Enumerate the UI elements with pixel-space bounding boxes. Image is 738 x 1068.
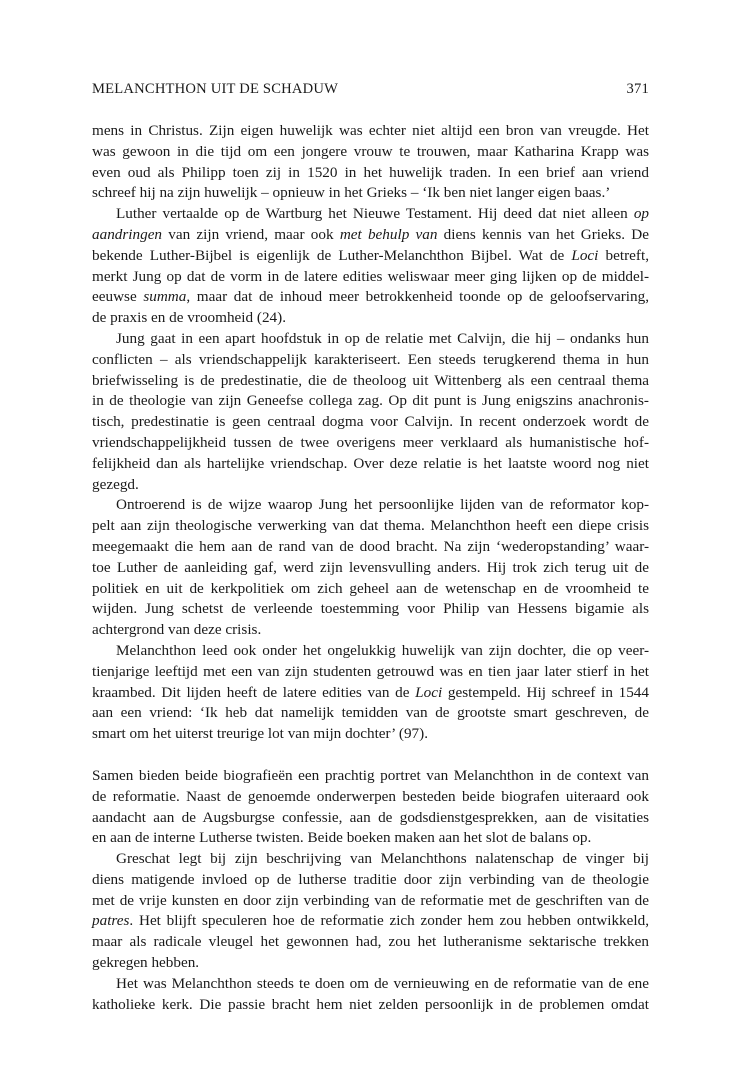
text-run: gezegd.	[92, 475, 139, 493]
text-run: politiek en uit de kerkpolitiek om zich geheel aan de wetenschap en de vroomheid te	[92, 579, 649, 597]
text-line	[92, 287, 649, 308]
text-run: , maar dat de inhoud meer betrokkenheid toonde op de geloofservaring,	[186, 288, 649, 306]
running-head: MELANCHTHON UIT DE SCHADUW	[92, 81, 339, 97]
text-line	[92, 828, 649, 849]
text-run: diens matigende invloed op de lutherse traditie door zijn verbinding van de theologie	[92, 870, 649, 888]
page-number: 371	[626, 81, 649, 97]
text-run: conflicten – als vriendschappelijk karakteriseert. Een steeds terugkerend thema in hun	[92, 350, 649, 368]
text-line	[92, 662, 649, 683]
text-line	[92, 371, 649, 392]
text-run: Melanchthon leed ook onder het ongelukkig huwelijk van zijn dochter, die op veer-	[116, 641, 649, 659]
text-line	[92, 183, 649, 204]
text-run: . Het blijft speculeren hoe de reformatie zich zonder hem zou hebben ontwikkeld,	[129, 912, 649, 930]
paragraph	[92, 849, 649, 974]
text-line	[92, 683, 649, 704]
text-run: diens kennis van het Grieks. De	[437, 225, 649, 243]
text-line	[92, 932, 649, 953]
text-run: bekende Luther-Bijbel is eigenlijk de Luther-Melanchthon Bijbel. Wat de	[92, 246, 572, 264]
text-run: felijkheid dan als hartelijke vriendschap. Over deze relatie is het laatste woord nog niet	[92, 454, 649, 472]
text-line	[92, 995, 649, 1016]
text-line	[92, 620, 649, 641]
body-text	[92, 121, 649, 1015]
text-line	[92, 703, 649, 724]
text-line	[92, 599, 649, 620]
text-line	[92, 142, 649, 163]
italic-text: summa	[143, 288, 187, 306]
text-run: wijden. Jung schetst de verleende toestemming voor Philip van Hessens bigamie als	[92, 600, 649, 618]
italic-text: Loci	[571, 246, 599, 264]
italic-text: aandringen	[92, 225, 163, 243]
section-gap	[92, 745, 649, 766]
text-run: merkt Jung op dat de vorm in de latere edities weliswaar meer ging lijken op de middel-	[92, 267, 649, 285]
text-line	[92, 308, 649, 329]
text-line	[92, 121, 649, 142]
text-line	[92, 267, 649, 288]
text-line	[92, 412, 649, 433]
text-line	[92, 495, 649, 516]
text-run: Jung gaat in een apart hoofdstuk in op de relatie met Calvijn, die hij – ondanks hun	[116, 329, 649, 347]
text-line	[92, 329, 649, 350]
paragraph	[92, 974, 649, 1016]
text-run: met de vrije kunsten en door zijn verbinding van de reformatie met de geschriften van de	[92, 891, 649, 909]
text-line	[92, 246, 649, 267]
paragraph	[92, 329, 649, 495]
text-run: achtergrond van deze crisis.	[92, 621, 262, 639]
text-line	[92, 537, 649, 558]
text-run: Het was Melanchthon steeds te doen om de vernieuwing en de reformatie van de ene	[116, 974, 649, 992]
italic-text: patres	[92, 912, 130, 930]
text-run: in de theologie van zijn Geneefse collega zag. Op dit punt is Jung enigszins anachronis-	[92, 392, 649, 410]
text-run: aandacht aan de Augsburgse confessie, aan de godsdienstgesprekken, aan de visitaties	[92, 808, 649, 826]
text-run: was gewoon in die tijd om een jongere vrouw te trouwen, maar Katharina Krapp was	[92, 142, 649, 160]
text-run: tienjarige leeftijd met een van zijn studenten getrouwd was en tien jaar later stierf in het	[92, 662, 649, 680]
text-line	[92, 558, 649, 579]
text-line	[92, 787, 649, 808]
text-run: Greschat legt bij zijn beschrijving van Melanchthons nalatenschap de vinger bij	[116, 850, 649, 868]
text-line	[92, 391, 649, 412]
italic-text: op	[633, 205, 649, 223]
text-line	[92, 724, 649, 745]
text-line	[92, 953, 649, 974]
text-run: kraambed. Dit lijden heeft de latere edities van de	[92, 683, 416, 701]
text-line	[92, 204, 649, 225]
text-line	[92, 891, 649, 912]
text-run: maar als radicale vleugel het gewonnen had, zou het lutheranisme sektarische trekken	[92, 933, 649, 951]
text-run: mens in Christus. Zijn eigen huwelijk was echter niet altijd een bron van vreugde. Het	[92, 122, 649, 139]
paragraph	[92, 204, 649, 329]
text-line	[92, 350, 649, 371]
text-line	[92, 475, 649, 496]
text-line	[92, 579, 649, 600]
text-run: pelt aan zijn theologische verwerking van dat thema. Melanchthon heeft een diepe crisis	[92, 517, 649, 535]
text-run: gestempeld. Hij schreef in 1544	[442, 683, 649, 701]
text-line	[92, 808, 649, 829]
text-line	[92, 433, 649, 454]
text-run: toe Luther de aanleiding gaf, werd zijn levensvulling anders. Hij trok zich terug uit de	[92, 558, 649, 576]
text-line	[92, 911, 649, 932]
text-line	[92, 163, 649, 184]
text-run: meegemaakt die hem aan de rand van de dood bracht. Na zijn ‘wederopstanding’ waar-	[92, 537, 649, 555]
text-run: de reformatie. Naast de genoemde onderwerpen besteden beide biografen uiteraard ook	[92, 787, 649, 805]
text-run: tisch, predestinatie is geen centraal dogma voor Calvijn. In recent onderzoek wordt de	[92, 413, 649, 431]
text-line	[92, 849, 649, 870]
text-run: eeuwse	[92, 288, 144, 306]
text-run: gekregen hebben.	[92, 954, 200, 972]
text-run: briefwisseling is de predestinatie, die de theoloog uit Wittenberg als een centraal thema	[92, 371, 649, 389]
text-run: de praxis en de vroomheid (24).	[92, 309, 287, 327]
text-run: katholieke kerk. Die passie bracht hem niet zelden persoonlijk in de problemen omdat	[92, 995, 649, 1013]
italic-text: Loci	[415, 683, 443, 701]
text-run: schreef hij na zijn huwelijk – opnieuw in het Grieks – ‘Ik ben niet langer eigen baas.’	[92, 184, 611, 202]
text-run: Luther vertaalde op de Wartburg het Nieuwe Testament. Hij deed dat niet alleen	[116, 205, 634, 223]
text-line	[92, 641, 649, 662]
italic-text: met behulp van	[339, 225, 438, 243]
text-line	[92, 516, 649, 537]
text-run: Samen bieden beide biografieën een prachtig portret van Melanchthon in de context van	[92, 766, 649, 784]
text-run: even oud als Philipp toen zij in 1520 in het huwelijk traden. In een brief aan vriend	[92, 163, 649, 181]
paragraph	[92, 641, 649, 745]
text-run: betreft,	[598, 246, 649, 264]
text-run: van zijn vriend, maar ook	[162, 225, 340, 243]
text-line	[92, 974, 649, 995]
paragraph	[92, 121, 649, 204]
text-line	[92, 766, 649, 787]
text-run: smart om het uiterst treurige lot van mijn dochter’ (97).	[92, 725, 429, 743]
text-line	[92, 225, 649, 246]
text-line	[92, 454, 649, 475]
text-run: Ontroerend is de wijze waarop Jung het persoonlijke lijden van de reformator kop-	[116, 496, 649, 514]
text-run: en aan de interne Lutherse twisten. Beide boeken maken aan het slot de balans op.	[92, 829, 592, 847]
text-line	[92, 870, 649, 891]
text-run: vriendschappelijkheid tussen de twee overigens meer verklaard als humanistische hof-	[92, 433, 649, 451]
paragraph	[92, 766, 649, 849]
paragraph	[92, 495, 649, 641]
text-run: aan een vriend: ‘Ik heb dat namelijk temidden van de grootste smart geschreven, de	[92, 704, 649, 722]
